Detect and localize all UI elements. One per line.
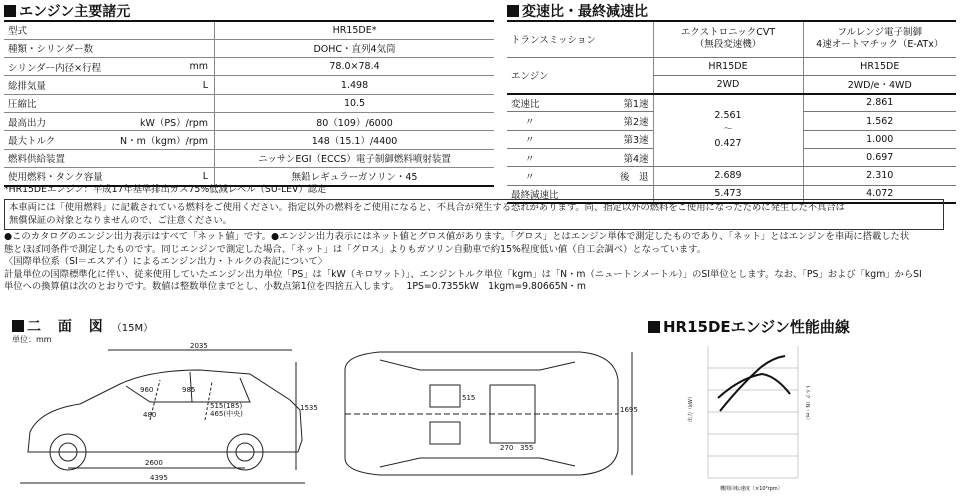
spec-label: 最大トルク: [4, 131, 116, 149]
spec-label: シリンダー内径×行程: [4, 58, 116, 76]
at-header: フルレンジ電子制御 4速オートマチック（E-ATx）: [803, 21, 956, 57]
drawing-unit: 単位：mm: [12, 335, 52, 344]
spec-unit: N・m（kgm）/rpm: [116, 131, 215, 149]
final-cvt: 5.473: [653, 185, 803, 203]
output-notes: ●このカタログのエンジン出力表示はすべて「ネット値」です。●エンジン出力表示にはネット値とグロス値があります。「グロス」とはエンジン単体で測定したものであり、「ネット」とはエンジンを車両に搭載した状 態とほぼ同条件で測定したものです。同じエンジンで測定した場合、「ネット」は「グロス」よりもガソリン自動車で約15%程度低い値（自工会調べ）となっています。 〈国際単位系（SI＝エスアイ）によるエンジン出力・トルクの表記について〉 計量単位の国際標準化に伴い、従来使用していたエンジン出力単位「PS」は「kW（キロワット）」、エンジントルク単位「kgm」は「N・m（ニュートンメートル）」のSI単位とします。なお、「PS」および「kgm」からSI 単位への換算値は次のとおりです。数値は整数単位までとし、小数点第1位を四捨五入します。 1PS=0.7355kW 1kgm=9.80665N・m: [4, 231, 922, 292]
spec-row: [4, 131, 494, 149]
spec-row: [4, 76, 494, 94]
spec-footnote: *HR15DEエンジン：平成17年基準排出ガス75%低減レベル（SU-LEV）認定: [4, 184, 327, 195]
trans-header-label: トランスミッション: [507, 21, 653, 57]
spec-unit: [116, 39, 215, 57]
dim-interior2: 465(中央): [210, 410, 243, 418]
spec-label: 種類・シリンダー数: [4, 39, 116, 57]
spec-value: 1.498: [215, 76, 494, 94]
gear-row-3: 〃 第3速: [507, 130, 653, 148]
spec-unit: mm: [116, 58, 215, 76]
dim-interior1: 515(185): [210, 402, 243, 410]
dim-d3: 355: [520, 444, 534, 452]
spec-value: 148（15.1）/4400: [215, 131, 494, 149]
dim-rear: 985: [182, 386, 196, 394]
section-square-icon: [4, 5, 16, 17]
dim-wheelbase: 2600: [145, 459, 163, 467]
x-label: 機関回転速度（×10³rpm）: [720, 486, 783, 492]
spec-label: 総排気量: [4, 76, 116, 94]
dim-width: 2035: [190, 342, 208, 350]
dim-d1: 515: [462, 394, 476, 402]
spec-value: 無鉛レギュラーガソリン・45: [215, 167, 494, 185]
gear-row-4: 〃 第4速: [507, 148, 653, 166]
side-view-body: [28, 370, 302, 452]
spec-title: エンジン主要諸元: [4, 1, 130, 21]
dim-length: 4395: [150, 474, 168, 482]
cvt-header: エクストロニックCVT （無段変速機）: [653, 21, 803, 57]
spec-unit: [116, 94, 215, 112]
section-square-icon: [12, 320, 24, 332]
spec-row: [4, 149, 494, 167]
dim-width2: 1695: [620, 406, 638, 414]
power-curve: [720, 356, 785, 411]
spec-value: DOHC・直列4気筒: [215, 39, 494, 57]
spec-label: 圧縮比: [4, 94, 116, 112]
gear-row-2: 〃 第2速: [507, 112, 653, 130]
spec-unit: [116, 21, 215, 39]
spec-row: [4, 21, 494, 39]
transmission-table: [507, 20, 956, 204]
at-gear-3: 1.000: [803, 130, 956, 148]
y-left-label: 出力（kW）: [688, 394, 694, 422]
spec-value: 10.5: [215, 94, 494, 112]
spec-unit: L: [116, 167, 215, 185]
drive-cvt: 2WD: [653, 75, 803, 93]
two-view-drawing: [0, 340, 640, 503]
performance-curve-chart: [680, 336, 840, 496]
at-reverse: 2.310: [803, 167, 956, 185]
dim-height: 1535: [300, 404, 318, 412]
spec-row: [4, 94, 494, 112]
spec-row: [4, 167, 494, 185]
engine-cvt: HR15DE: [653, 57, 803, 75]
spec-row: [4, 58, 494, 76]
perf-title: HR15DEエンジン性能曲線: [648, 316, 850, 337]
spec-value: ニッサンEGI（ECCS）電子制御燃料噴射装置: [215, 149, 494, 167]
engine-at: HR15DE: [803, 57, 956, 75]
at-gear-2: 1.562: [803, 112, 956, 130]
fuel-notice-box: 本車両には「使用燃料」に記載されている燃料をご使用ください。指定以外の燃料をご使用になると、不具合が発生する恐れがあります。尚、指定以外の燃料をご使用になったために発生した不具合は 無償保証の対象となりませんので、ご注意ください。: [4, 199, 944, 230]
drawing-title: 二 面 図 （15M）: [12, 316, 153, 336]
final-at: 4.072: [803, 185, 956, 203]
engine-label: エンジン: [507, 57, 653, 94]
spec-label: 燃料供給装置: [4, 149, 116, 167]
at-gear-1: 2.861: [803, 94, 956, 112]
spec-unit: L: [116, 76, 215, 94]
cvt-reverse: 2.689: [653, 167, 803, 185]
dim-d2: 270: [500, 444, 514, 452]
cvt-ratio-range: 2.561 〜 0.427: [653, 94, 803, 167]
torque-curve: [718, 374, 790, 398]
final-label: 最終減速比: [507, 185, 653, 203]
at-gear-4: 0.697: [803, 148, 956, 166]
section-square-icon: [648, 321, 660, 333]
spec-unit: [116, 149, 215, 167]
section-square-icon: [507, 5, 519, 17]
dim-front: 960: [140, 386, 154, 394]
spec-label: 型式: [4, 21, 116, 39]
gear-row-1: 変速比 第1速: [507, 94, 653, 112]
trans-title: 変速比・最終減速比: [507, 1, 648, 21]
spec-value: HR15DE*: [215, 21, 494, 39]
spec-label: 最高出力: [4, 112, 116, 130]
spec-unit: kW（PS）/rpm: [116, 112, 215, 130]
y-right-label: トルク（N・m）: [804, 384, 810, 423]
drive-at: 2WD/e・4WD: [803, 75, 956, 93]
dim-trunk: 480: [143, 411, 157, 419]
spec-row: [4, 39, 494, 57]
spec-value: 78.0×78.4: [215, 58, 494, 76]
gear-row-reverse: 〃 後 退: [507, 167, 653, 185]
spec-label: 使用燃料・タンク容量: [4, 167, 116, 185]
engine-spec-table: [4, 20, 494, 187]
spec-row: [4, 112, 494, 130]
spec-value: 80（109）/6000: [215, 112, 494, 130]
